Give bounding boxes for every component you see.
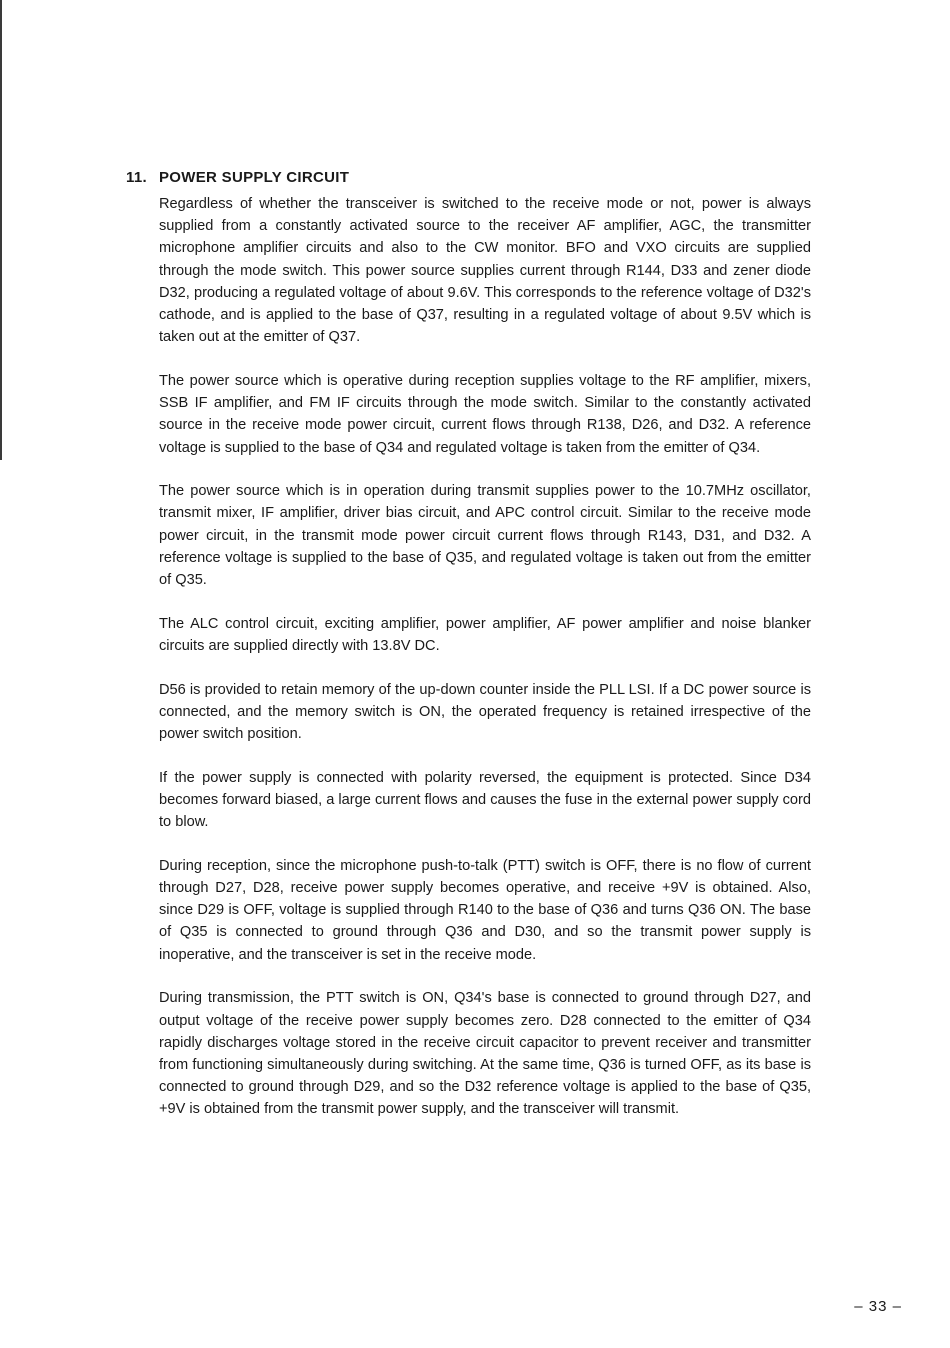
- section-body: [159, 193, 811, 1121]
- paragraph-6: If the power supply is connected with polarity reversed, the equipment is protected. Since D34 becomes forward biased, a large current flows and causes the fuse in the external power supply cord to blow.: [159, 769, 811, 831]
- power-supply-section: [126, 168, 816, 1142]
- section-number: 11.: [126, 169, 147, 186]
- paragraph-4: The ALC control circuit, exciting amplifier, power amplifier, AF power amplifier and noise blanker circuits are supplied directly with 13.8V DC.: [159, 615, 811, 654]
- paragraph-3: The power source which is in operation during transmit supplies power to the 10.7MHz oscillator, transmit mixer, IF amplifier, driver bias circuit, and APC control circuit. Similar to the receive mode power circuit, in the transmit mode power circuit current flows through R143, D31, and D32. A reference voltage is supplied to the base of Q35, and regulated voltage is taken out from the emitter of Q35.: [159, 483, 811, 589]
- page-edge-line: [0, 0, 2, 460]
- paragraph-7: During reception, since the microphone push-to-talk (PTT) switch is OFF, there is no flow of current through D27, D28, receive power supply becomes operative, and receive +9V is obtained. Also, since D29 is OFF, voltage is supplied through R140 to the base of Q36 and turns Q36 ON. The base of Q35 is connected to ground through Q36 and D30, and so the transmit power supply is inoperative, and the transceiver is set in the receive mode.: [159, 857, 811, 963]
- section-heading: [126, 168, 816, 188]
- paragraph-8: During transmission, the PTT switch is ON, Q34's base is connected to ground through D27, and output voltage of the receive power supply becomes zero. D28 connected to the emitter of Q34 rapidly discharges voltage stored in the receive circuit capacitor to prevent receiver and transmitter from functioning simultaneously during switching. At the same time, Q36 is turned OFF, as its base is connected to ground through D29, and so the D32 reference voltage is applied to the base of Q35, +9V is obtained from the transmit power supply, and the transceiver will transmit.: [159, 990, 811, 1118]
- page-number: – 33 –: [854, 1298, 902, 1315]
- paragraph-2: The power source which is operative during reception supplies voltage to the RF amplifier, mixers, SSB IF amplifier, and FM IF circuits through the mode switch. Similar to the constantly activated source in the receive mode power circuit, current flows through R138, D26, and D32. A reference voltage is supplied to the base of Q34 and regulated voltage is taken from the emitter of Q34.: [159, 372, 811, 456]
- paragraph-1: Regardless of whether the transceiver is switched to the receive mode or not, power is always supplied from a constantly activated source to the receiver AF amplifier, AGC, the transmitter microphone amplifier circuits and also to the CW monitor. BFO and VXO circuits are supplied through the mode switch. This power source supplies current through R144, D33 and zener diode D32, producing a regulated voltage of about 9.6V. This corresponds to the reference voltage of D32's cathode, and is applied to the base of Q37, resulting in a regulated voltage of about 9.5V which is taken out at the emitter of Q37.: [159, 196, 811, 346]
- paragraph-5: D56 is provided to retain memory of the up-down counter inside the PLL LSI. If a DC power source is connected, and the memory switch is ON, the operated frequency is retained irrespective of the power switch position.: [159, 681, 811, 743]
- section-title: POWER SUPPLY CIRCUIT: [159, 169, 350, 186]
